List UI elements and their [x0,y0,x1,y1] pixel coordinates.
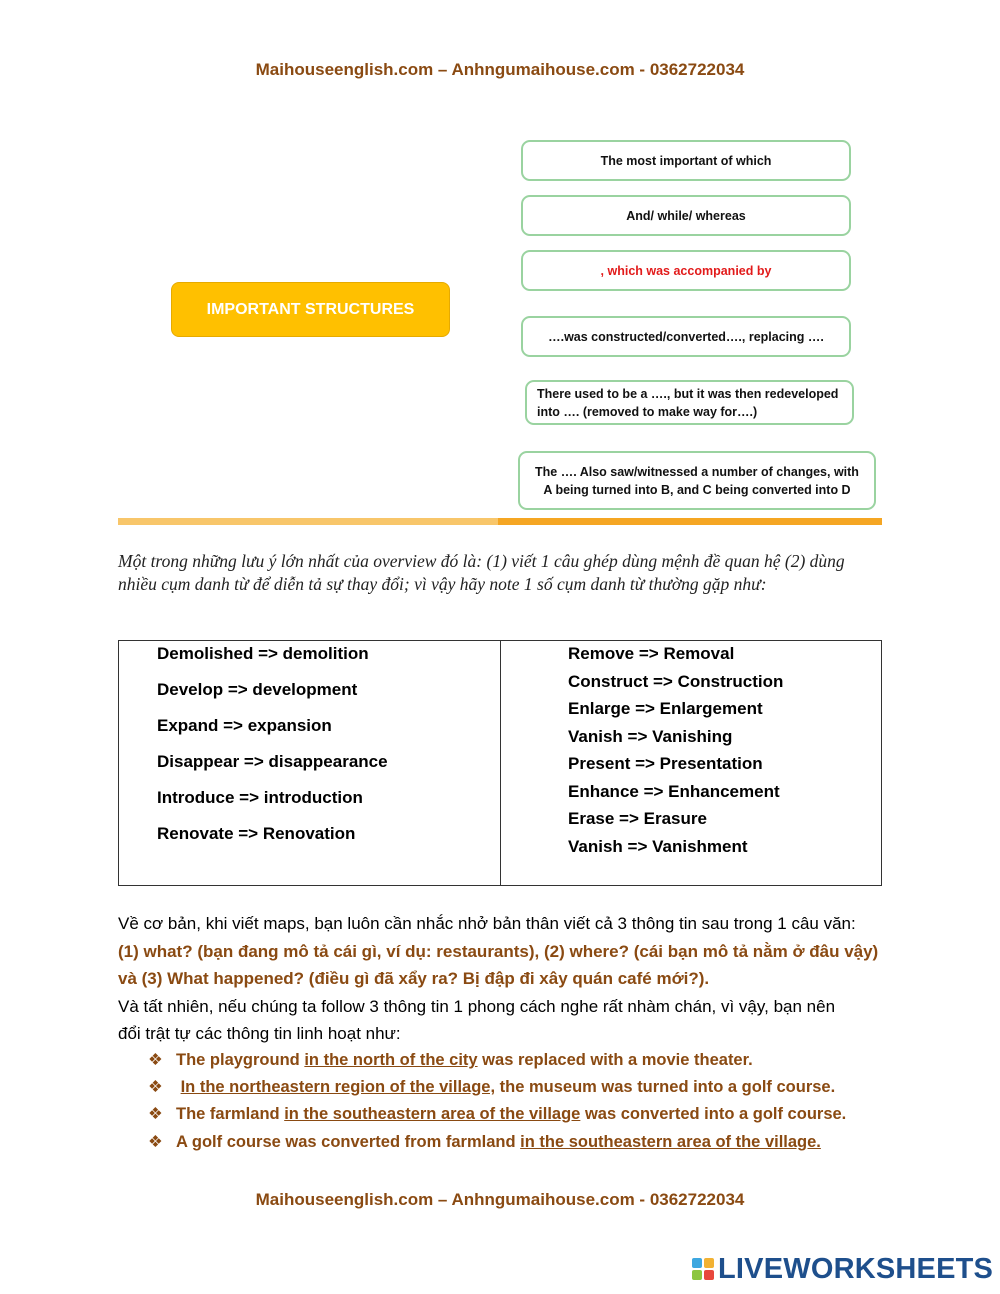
structure-box-2: And/ while/ whereas [521,195,851,236]
table-divider [500,641,501,885]
table-item: Demolished => demolition [157,644,369,663]
diamond-bullet-icon: ❖ [148,1051,163,1069]
table-item: Remove => Removal [568,644,735,663]
important-structures-label: IMPORTANT STRUCTURES [171,282,450,337]
structure-box-4: ….was constructed/converted…., replacing …. [521,316,851,357]
structure-box-5: There used to be a …., but it was then redeveloped into …. (removed to make way for….) [525,380,854,425]
diamond-bullet-icon: ❖ [148,1078,163,1096]
table-item: Enhance => Enhancement [568,781,780,801]
table-item: Introduce => introduction [157,788,363,807]
table-item: Renovate => Renovation [157,824,356,843]
structure-box-6: The …. Also saw/witnessed a number of changes, with A being turned into B, and C being converted into D [518,451,876,510]
explanation-line-highlight: và (3) What happened? (điều gì đã xẩy ra? Bị đập đi xây quán café mới?). [118,969,710,988]
divider-rule-left [118,518,498,525]
liveworksheets-logo[interactable] [692,1252,993,1286]
table-item: Disappear => disappearance [157,752,388,771]
table-item: Present => Presentation [568,754,763,773]
table-item: Erase => Erasure [568,809,707,828]
example-bullet: ❖ A golf course was converted from farmland in the southeastern area of the village. [148,1133,821,1151]
table-right-column [568,644,783,864]
diamond-bullet-icon: ❖ [148,1105,163,1123]
example-bullet: ❖ The farmland in the southeastern area of the village was converted into a golf course. [148,1105,847,1123]
table-item: Expand => expansion [157,716,332,735]
explanation-line-highlight: (1) what? (bạn đang mô tả cái gì, ví dụ: restaurants), (2) where? (cái bạn mô tả nằm ở đâu vậy) [118,941,879,961]
explanation-paragraph [118,910,888,1048]
divider-rule-right [498,518,882,525]
logo-text: LIVEWORKSHEETS [718,1252,994,1285]
explanation-line: Và tất nhiên, nếu chúng ta follow 3 thông tin 1 phong cách nghe rất nhàm chán, vì vậy, bạn nên [118,996,836,1016]
table-item: Construct => Construction [568,671,784,691]
example-bullet: ❖ The playground in the north of the city was replaced with a movie theater. [148,1051,753,1069]
page-header: Maihouseenglish.com – Anhngumaihouse.com - 0362722034 [255,60,745,79]
table-item: Enlarge => Enlargement [568,699,763,718]
table-left-column [157,644,388,860]
structure-box-3: , which was accompanied by [521,250,851,291]
noun-phrase-table [118,640,882,886]
intro-paragraph: Một trong những lưu ý lớn nhất của overview đó là: (1) viết 1 câu ghép dùng mệnh đề quan hệ (2) dùng nhiều cụm danh từ để diễn tả sự thay đổi; vì vậy hãy note 1 số cụm danh từ thường gặp như: [118,551,845,594]
table-item: Vanish => Vanishment [568,836,748,856]
structure-box-1: The most important of which [521,140,851,181]
table-item: Vanish => Vanishing [568,726,733,746]
explanation-line: đổi trật tự các thông tin linh hoạt như: [118,1024,401,1043]
logo-blocks-icon [692,1258,714,1280]
explanation-line: Về cơ bản, khi viết maps, bạn luôn cần nhắc nhở bản thân viết cả 3 thông tin sau trong 1 câu văn: [118,914,856,933]
example-bullet: ❖ In the northeastern region of the village, the museum was turned into a golf course. [148,1078,836,1096]
table-item: Develop => development [157,680,358,699]
page-footer: Maihouseenglish.com – Anhngumaihouse.com - 0362722034 [255,1190,745,1209]
diamond-bullet-icon: ❖ [148,1133,163,1151]
